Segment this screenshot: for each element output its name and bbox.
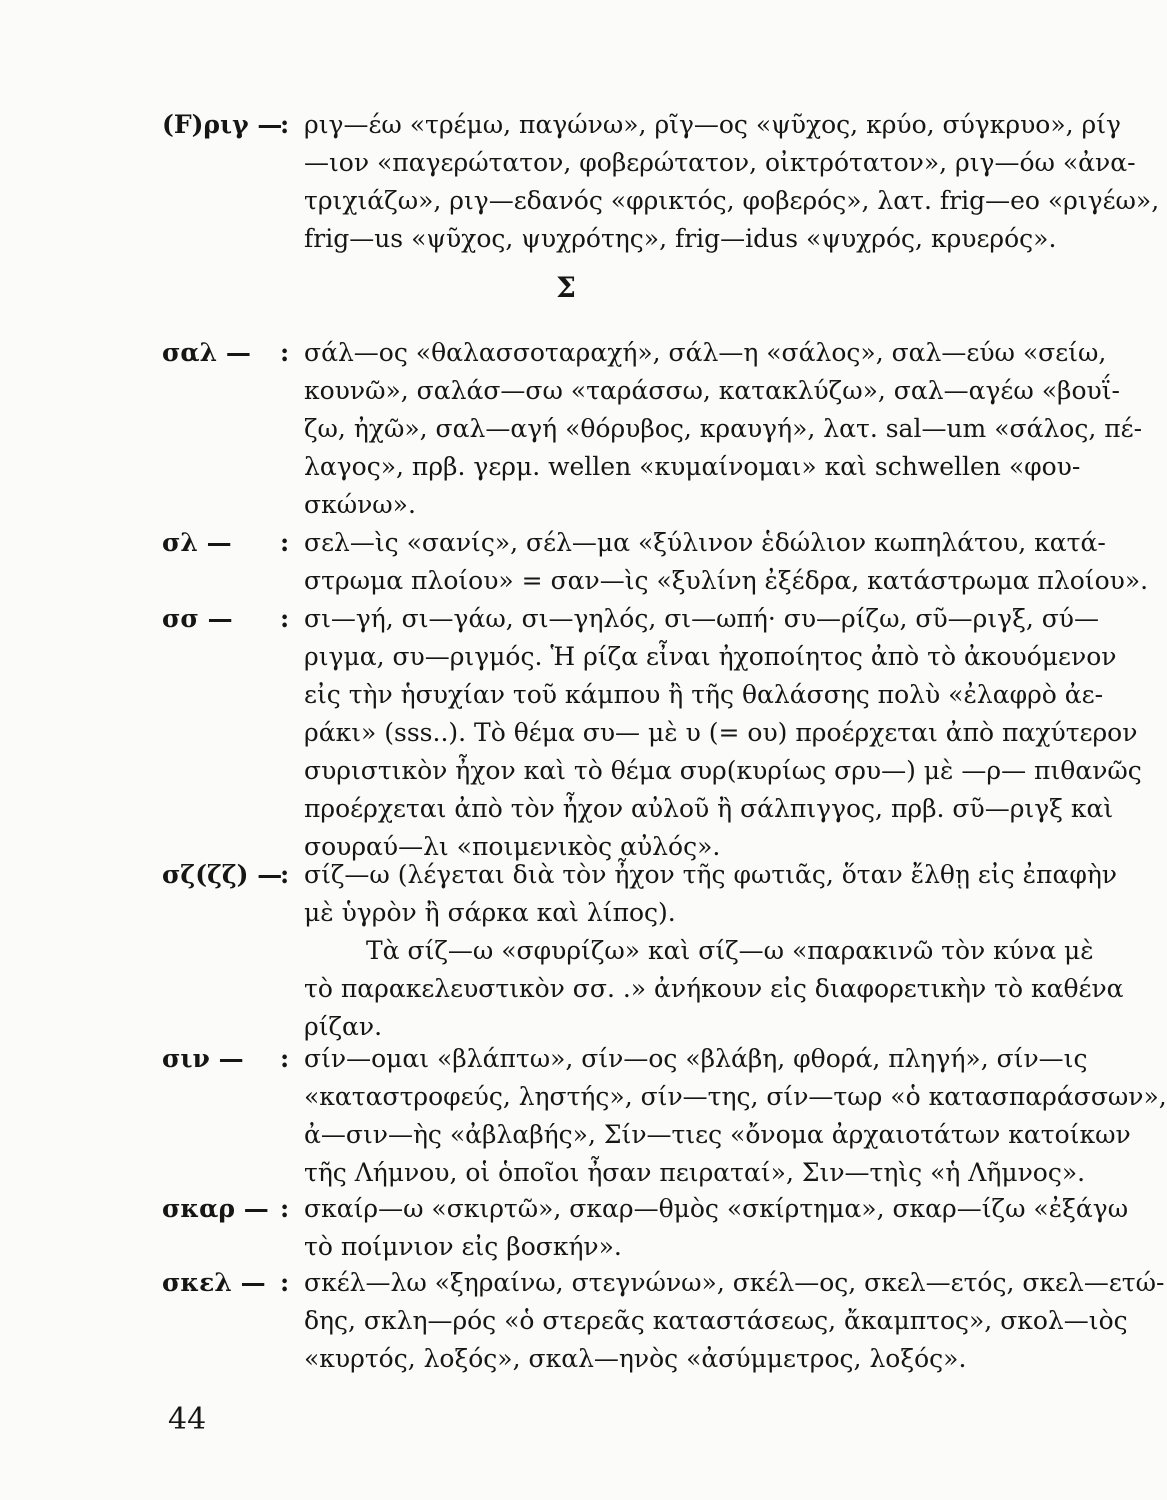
entry-line: προέρχεται ἀπὸ τὸν ἦχον αὐλοῦ ἢ σάλπιγγος, πρβ. σῦ—ριγξ καὶ — [304, 794, 1114, 823]
entry-line: συριστικὸν ἦχον καὶ τὸ θέμα συρ(κυρίως σρυ—) μὲ —ρ— πιθανῶς — [304, 756, 1142, 785]
entry-line: ριγ—έω «τρέμω, παγώνω», ρῖγ—ος «ψῦχος, κρύο, σύγκρυο», ρίγ — [304, 110, 1121, 139]
entry-line: ρίζαν. — [304, 1012, 383, 1041]
entry-body — [304, 106, 1160, 258]
entry-line: σάλ—ος «θαλασσοταραχή», σάλ—η «σάλος», σαλ—εύω «σείω, — [304, 338, 1107, 367]
entry-line: «κυρτός, λοξός», σκαλ—ηνὸς «ἀσύμμετρος, λοξός». — [304, 1344, 967, 1373]
entry-colon: : — [280, 528, 290, 557]
entry-line: μὲ ὑγρὸν ἢ σάρκα καὶ λίπος). — [304, 898, 676, 927]
entry-line: Τὰ σίζ—ω «σφυρίζω» καὶ σίζ—ω «παρακινῶ τὸν κύνα μὲ — [366, 936, 1094, 965]
entry-line: τῆς Λήμνου, οἱ ὁποῖοι ἦσαν πειραταί», Σιν—τηὶς «ἡ Λῆμνος». — [304, 1158, 1086, 1187]
entry-colon: : — [280, 604, 290, 633]
entry-line: στρωμα πλοίου» = σαν—ὶς «ξυλίνη ἐξέδρα, κατάστρωμα πλοίου». — [304, 566, 1149, 595]
entry-line: τὸ παρακελευστικὸν σσ. .» ἀνήκουν εἰς διαφορετικὴν τὸ καθένα — [304, 974, 1124, 1003]
entry-line: σουραύ—λι «ποιμενικὸς αὐλός». — [304, 832, 721, 861]
entry-colon: : — [280, 1268, 290, 1297]
entry-body — [304, 1040, 1167, 1192]
entry-colon: : — [280, 338, 290, 367]
entry-line: —ιον «παγερώτατον, φοβερώτατον, οἰκτρότατον», ριγ—όω «ἀνα- — [304, 148, 1136, 177]
entry-line: εἰς τὴν ἡσυχίαν τοῦ κάμπου ἢ τῆς θαλάσσης πολὺ «ἐλαφρὸ ἀε- — [304, 680, 1104, 709]
entry-root: σσ — — [162, 604, 233, 633]
entry-line: σίν—ομαι «βλάπτω», σίν—ος «βλάβη, φθορά, πληγή», σίν—ις — [304, 1044, 1088, 1073]
entry-colon: : — [280, 110, 290, 139]
page-number: 44 — [168, 1402, 207, 1437]
entry-root: (F)ριγ — — [162, 110, 283, 139]
entry-root: σκαρ — — [162, 1194, 269, 1223]
entry-body — [304, 1264, 1165, 1378]
entry-root: σλ — — [162, 528, 232, 557]
entry-line: τὸ ποίμνιον εἰς βοσκήν». — [304, 1232, 622, 1261]
entry-line: ράκι» (sss..). Τὸ θέμα συ— μὲ υ (= ου) προέρχεται ἀπὸ παχύτερον — [304, 718, 1138, 747]
section-letter: Σ — [556, 271, 576, 304]
entry-line: σκαίρ—ω «σκιρτῶ», σκαρ—θμὸς «σκίρτημα», σκαρ—ίζω «ἐξάγω — [304, 1194, 1129, 1223]
entry-body — [304, 334, 1143, 524]
entry-body — [304, 524, 1149, 600]
entry-line: ἀ—σιν—ὴς «ἀβλαβής», Σίν—τιες «ὄνομα ἀρχαιοτάτων κατοίκων — [304, 1120, 1131, 1149]
entry-line: «καταστροφεύς, ληστής», σίν—της, σίν—τωρ «ὁ κατασπαράσσων», — [304, 1082, 1167, 1111]
entry-line: κουνῶ», σαλάσ—σω «ταράσσω, κατακλύζω», σαλ—αγέω «βουΐ- — [304, 376, 1120, 405]
entry-line: δης, σκλη—ρός «ὁ στερεᾶς καταστάσεως, ἄκαμπτος», σκολ—ιὸς — [304, 1306, 1128, 1335]
entry-line: σίζ—ω (λέγεται διὰ τὸν ἦχον τῆς φωτιᾶς, ὅταν ἔλθῃ εἰς ἐπαφὴν — [304, 860, 1118, 889]
entry-line: ζω, ἠχῶ», σαλ—αγή «θόρυβος, κραυγή», λατ. sal—um «σάλος, πέ- — [304, 414, 1143, 443]
entry-colon: : — [280, 1194, 290, 1223]
entry-root: σαλ — — [162, 338, 251, 367]
entry-line: ριγμα, συ—ριγμός. Ἡ ρίζα εἶναι ἠχοποίητος ἀπὸ τὸ ἀκουόμενον — [304, 642, 1117, 671]
entry-line: τριχιάζω», ριγ—εδανός «φρικτός, φοβερός», λατ. frig—eo «ριγέω», — [304, 186, 1160, 215]
entry-line: σκώνω». — [304, 490, 416, 519]
entry-body — [304, 856, 1124, 1046]
entry-root: σζ(ζζ) — — [162, 860, 283, 889]
entry-line: σκέλ—λω «ξηραίνω, στεγνώνω», σκέλ—ος, σκελ—ετός, σκελ—ετώ- — [304, 1268, 1165, 1297]
entry-body — [304, 600, 1142, 866]
entry-colon: : — [280, 1044, 290, 1073]
entry-line: λαγος», πρβ. γερμ. wellen «κυμαίνομαι» καὶ schwellen «φου- — [304, 452, 1081, 481]
entry-line: σελ—ὶς «σανίς», σέλ—μα «ξύλινον ἑδώλιον κωπηλάτου, κατά- — [304, 528, 1106, 557]
entry-colon: : — [280, 860, 290, 889]
entry-line: frig—us «ψῦχος, ψυχρότης», frig—idus «ψυχρός, κρυερός». — [304, 224, 1057, 253]
entry-root: σιν — — [162, 1044, 244, 1073]
entry-body — [304, 1190, 1129, 1266]
entry-line: σι—γή, σι—γάω, σι—γηλός, σι—ωπή· συ—ρίζω, σῦ—ριγξ, σύ— — [304, 604, 1100, 633]
entry-root: σκελ — — [162, 1268, 266, 1297]
